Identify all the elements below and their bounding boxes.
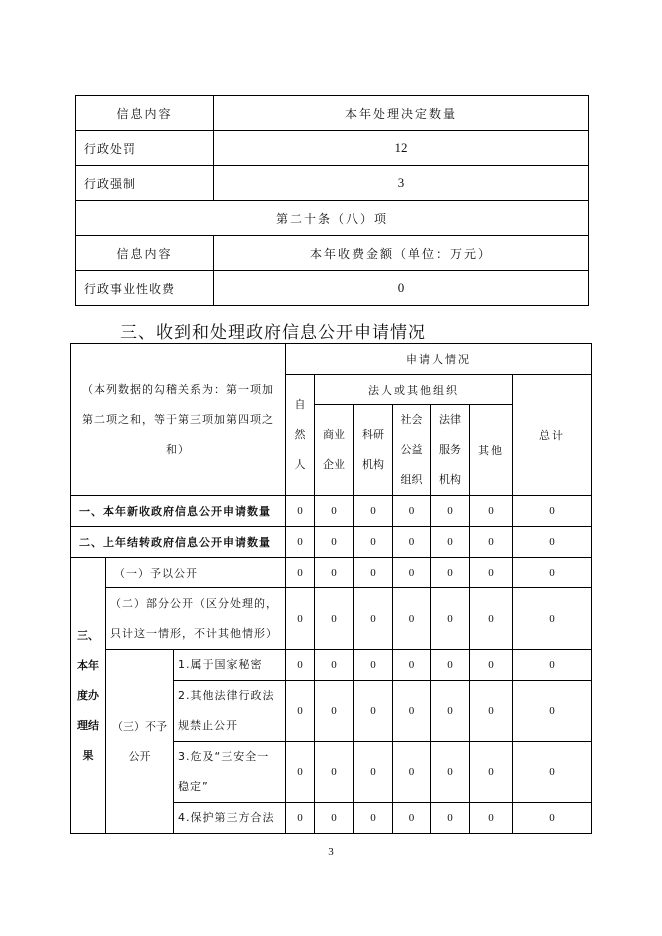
cell: 0: [354, 527, 393, 558]
row-new-applications: 一、本年新收政府信息公开申请数量: [71, 496, 286, 527]
cell: 0: [354, 558, 393, 588]
col-other: 其他: [470, 405, 513, 496]
cell: 0: [393, 558, 431, 588]
row-label: 行政事业性收费: [76, 271, 214, 306]
cell: 0: [513, 496, 592, 527]
item3-label: 3.危及“三安全一稳定”: [174, 742, 286, 803]
row-value: 12: [214, 131, 589, 166]
cell: 0: [315, 803, 354, 834]
cell: 0: [513, 558, 592, 588]
item2-label: 2.其他法律行政法规禁止公开: [174, 681, 286, 742]
section-title: 第二十条（八）项: [76, 201, 589, 236]
cell: 0: [315, 681, 354, 742]
sub3-label: （三）不予 公开: [106, 650, 174, 834]
cell: 0: [470, 588, 513, 650]
cell: 0: [513, 527, 592, 558]
cell: 0: [315, 527, 354, 558]
table-row: [71, 527, 592, 558]
cell: 0: [286, 681, 315, 742]
cell: 0: [470, 681, 513, 742]
item4-label: 4.保护第三方合法: [174, 803, 286, 834]
col-social: 社会 公益 组织: [393, 405, 431, 496]
cell: 0: [431, 681, 470, 742]
cell: 0: [470, 803, 513, 834]
cell: 0: [286, 742, 315, 803]
cell: 0: [513, 803, 592, 834]
cell: 0: [286, 588, 315, 650]
col-natural-person: 自 然 人: [286, 375, 315, 496]
cell: 0: [513, 650, 592, 681]
cell: 0: [393, 650, 431, 681]
header-decision-count: 本年处理决定数量: [214, 96, 589, 131]
cell: 0: [286, 558, 315, 588]
row-value: 0: [214, 271, 589, 306]
cell: 0: [354, 588, 393, 650]
section-row: [76, 201, 589, 236]
cell: 0: [470, 742, 513, 803]
cell: 0: [315, 558, 354, 588]
col-legal: 法律 服务 机构: [431, 405, 470, 496]
table-header-row: [71, 344, 592, 375]
cell: 0: [286, 496, 315, 527]
cell: 0: [393, 496, 431, 527]
cell: 0: [393, 681, 431, 742]
cell: 0: [286, 527, 315, 558]
cell: 0: [470, 496, 513, 527]
cell: 0: [354, 496, 393, 527]
table-header-row: [76, 236, 589, 271]
application-table: [70, 343, 592, 834]
table-header-row: [76, 96, 589, 131]
cell: 0: [393, 742, 431, 803]
cell: 0: [286, 650, 315, 681]
header-info-content: 信息内容: [76, 236, 214, 271]
col-business: 商业 企业: [315, 405, 354, 496]
cell: 0: [354, 681, 393, 742]
cell: 0: [513, 588, 592, 650]
table-row: [71, 588, 592, 650]
row-label: 行政处罚: [76, 131, 214, 166]
table-row: [71, 650, 592, 681]
cell: 0: [431, 527, 470, 558]
group3-label: 三、 本年 度办 理结 果: [71, 558, 106, 834]
legal-org-header: 法人或其他组织: [315, 375, 513, 405]
row-label: 行政强制: [76, 166, 214, 201]
col-total: 总计: [513, 375, 592, 496]
cell: 0: [354, 650, 393, 681]
cell: 0: [315, 742, 354, 803]
cell: 0: [354, 803, 393, 834]
cell: 0: [513, 742, 592, 803]
col-research: 科研 机构: [354, 405, 393, 496]
cell: 0: [513, 681, 592, 742]
cell: 0: [470, 650, 513, 681]
section-heading: 三、收到和处理政府信息公开申请情况: [120, 323, 426, 343]
table-note: （本列数据的勾稽关系为：第一项加第二项之和，等于第三项加第四项之和）: [71, 344, 286, 496]
page-number: 3: [328, 846, 334, 858]
table-row: [71, 558, 592, 588]
row-value: 3: [214, 166, 589, 201]
item1-label: 1.属于国家秘密: [174, 650, 286, 681]
cell: 0: [315, 650, 354, 681]
cell: 0: [393, 803, 431, 834]
cell: 0: [431, 803, 470, 834]
cell: 0: [393, 588, 431, 650]
header-info-content: 信息内容: [76, 96, 214, 131]
cell: 0: [431, 742, 470, 803]
table-row: [76, 271, 589, 306]
cell: 0: [470, 558, 513, 588]
cell: 0: [354, 742, 393, 803]
sub1-label: （一）予以公开: [106, 558, 286, 588]
table-row: [71, 496, 592, 527]
table-row: [76, 131, 589, 166]
row-carried-over: 二、上年结转政府信息公开申请数量: [71, 527, 286, 558]
cell: 0: [431, 496, 470, 527]
cell: 0: [315, 588, 354, 650]
cell: 0: [315, 496, 354, 527]
decision-table: [75, 95, 589, 306]
header-fee-amount: 本年收费金额（单位：万元）: [214, 236, 589, 271]
table-row: [76, 166, 589, 201]
cell: 0: [431, 650, 470, 681]
cell: 0: [431, 558, 470, 588]
cell: 0: [393, 527, 431, 558]
cell: 0: [470, 527, 513, 558]
cell: 0: [431, 588, 470, 650]
sub2-label: （二）部分公开（区分处理的，只计这一情形，不计其他情形）: [106, 588, 286, 650]
cell: 0: [286, 803, 315, 834]
applicant-header: 申请人情况: [286, 344, 592, 375]
